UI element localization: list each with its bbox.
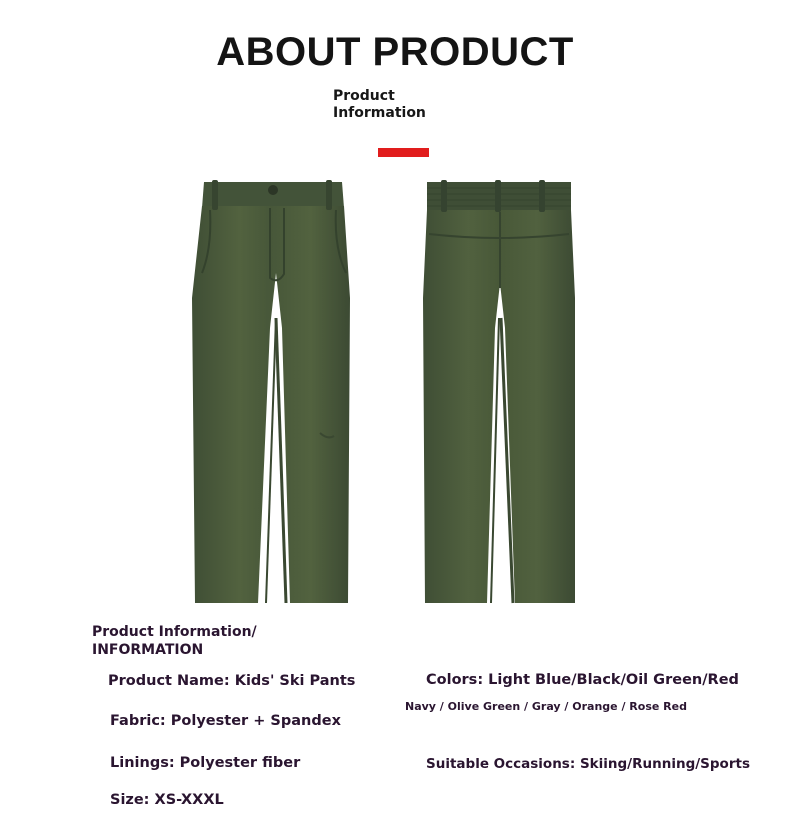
- fabric: Fabric: Polyester + Spandex: [110, 713, 341, 729]
- suitable-occasions: Suitable Occasions: Skiing/Running/Sports: [426, 756, 750, 772]
- linings: Linings: Polyester fiber: [110, 755, 301, 771]
- subtitle-line-2: Information: [333, 105, 426, 121]
- front-view-pants-image: [190, 178, 360, 608]
- subtitle-line-1: Product: [333, 88, 395, 104]
- back-view-pants-image: [415, 178, 585, 608]
- color-options: Navy / Olive Green / Gray / Orange / Rose Red: [405, 700, 687, 713]
- colors: Colors: Light Blue/Black/Oil Green/Red: [426, 672, 739, 688]
- size: Size: XS-XXXL: [110, 792, 224, 808]
- product-name: Product Name: Kids' Ski Pants: [108, 673, 356, 689]
- page-title: ABOUT PRODUCT: [216, 30, 574, 74]
- info-heading: [92, 623, 257, 659]
- section-subtitle: [333, 88, 463, 122]
- info-heading-line-2: INFORMATION: [92, 642, 204, 658]
- info-heading-line-1: Product Information/: [92, 624, 257, 640]
- accent-divider: [378, 148, 429, 157]
